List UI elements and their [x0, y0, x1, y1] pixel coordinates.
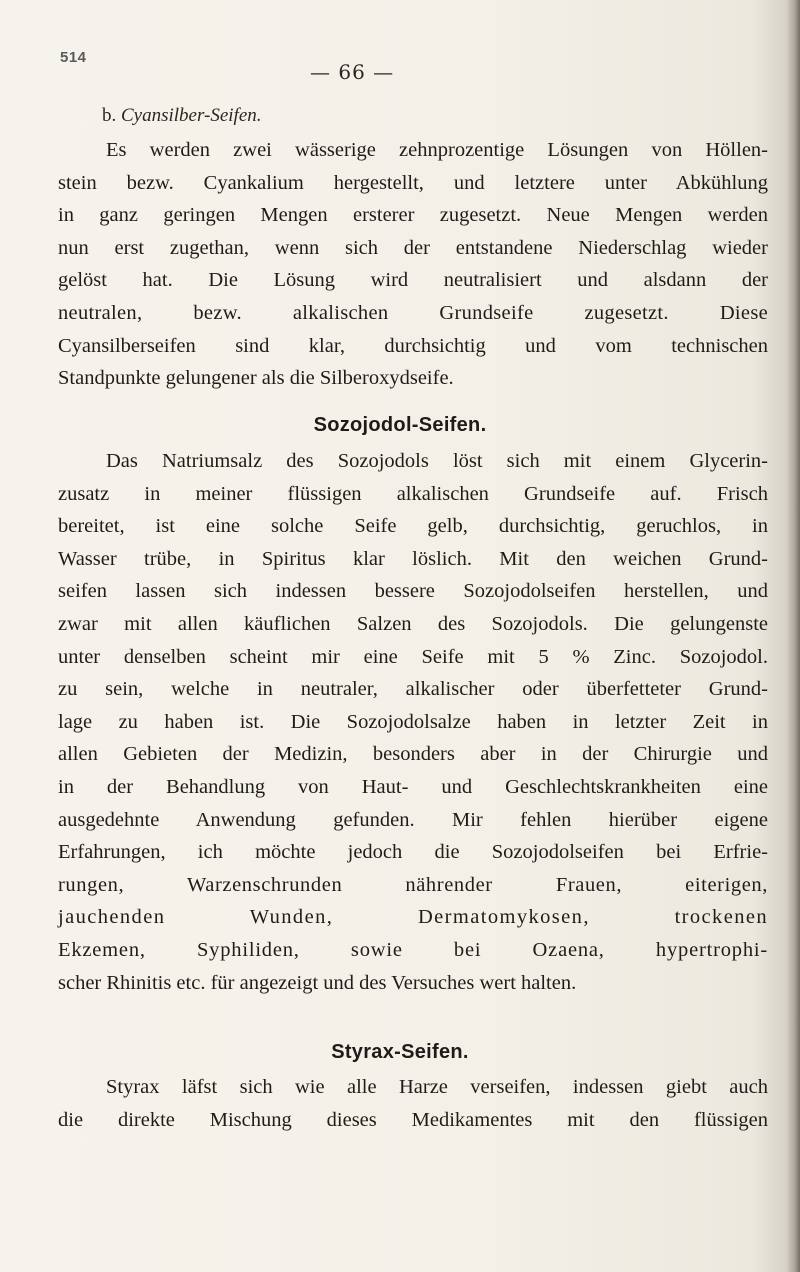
- text-line: zu sein, welche in neutraler, alkalischer oder überfetteter Grund-: [58, 678, 768, 701]
- text-line: bereitet, ist eine solche Seife gelb, durchsichtig, geruchlos, in: [58, 515, 768, 538]
- paragraph-cyansilber: [58, 134, 768, 395]
- heading-sozojodol: Sozojodol-Seifen.: [313, 414, 487, 436]
- running-head: — 66 —: [310, 60, 395, 84]
- paragraph-sozojodol: [58, 445, 768, 999]
- text-line: zwar mit allen käuflichen Salzen des Sozojodols. Die gelungenste: [58, 612, 768, 635]
- text-line: allen Gebieten der Medizin, besonders aber in der Chirurgie und: [58, 743, 768, 766]
- text-line: Styrax läfst sich wie alle Harze verseifen, indessen giebt auch: [106, 1076, 768, 1098]
- subsection-heading: [102, 105, 262, 127]
- text-line: rungen, Warzenschrunden nährender Frauen, eiterigen,: [58, 873, 768, 896]
- text-line: ausgedehnte Anwendung gefunden. Mir fehlen hierüber eigene: [58, 808, 768, 831]
- heading-styrax: Styrax-Seifen.: [331, 1041, 469, 1063]
- text-line: Erfahrungen, ich möchte jedoch die Sozojodolseifen bei Erfrie-: [58, 841, 768, 864]
- subsection-title: Cyansilber-Seifen.: [121, 105, 262, 126]
- text-line: neutralen, bezw. alkalischen Grundseife zugesetzt. Diese: [58, 301, 768, 324]
- text-line: lage zu haben ist. Die Sozojodolsalze haben in letzter Zeit in: [58, 710, 768, 733]
- text-line: jauchenden Wunden, Dermatomykosen, trockenen: [58, 906, 768, 929]
- page-number: 514: [60, 49, 87, 66]
- text-line: Ekzemen, Syphiliden, sowie bei Ozaena, hypertrophi-: [58, 938, 768, 961]
- page-edge-shadow: [786, 0, 800, 1272]
- text-line: Es werden zwei wässerige zehnprozentige Lösungen von Höllen-: [106, 139, 768, 161]
- text-line: nun erst zugethan, wenn sich der entstandene Niederschlag wieder: [58, 236, 768, 259]
- text-line: die direkte Mischung dieses Medikamentes mit den flüssigen: [58, 1108, 768, 1131]
- text-line: Das Natriumsalz des Sozojodols löst sich mit einem Glycerin-: [106, 450, 768, 472]
- text-line: unter denselben scheint mir eine Seife mit 5 % Zinc. Sozojodol.: [58, 645, 768, 668]
- text-line: Wasser trübe, in Spiritus klar löslich. Mit den weichen Grund-: [58, 547, 768, 570]
- text-line: Cyansilberseifen sind klar, durchsichtig und vom technischen: [58, 334, 768, 357]
- text-line: seifen lassen sich indessen bessere Sozojodolseifen herstellen, und: [58, 580, 768, 603]
- text-line: stein bezw. Cyankalium hergestellt, und letztere unter Abkühlung: [58, 171, 768, 194]
- text-line: scher Rhinitis etc. für angezeigt und des Versuches wert halten.: [58, 971, 577, 994]
- subsection-label: b.: [102, 105, 117, 126]
- text-line: gelöst hat. Die Lösung wird neutralisiert und alsdann der: [58, 269, 768, 292]
- text-line: in ganz geringen Mengen ersterer zugesetzt. Neue Mengen werden: [58, 204, 768, 227]
- text-line: zusatz in meiner flüssigen alkalischen Grundseife auf. Frisch: [58, 482, 768, 505]
- text-line: Standpunkte gelungener als die Silberoxydseife.: [58, 367, 454, 390]
- paragraph-styrax: [58, 1071, 768, 1136]
- text-line: in der Behandlung von Haut- und Geschlechtskrankheiten eine: [58, 775, 768, 798]
